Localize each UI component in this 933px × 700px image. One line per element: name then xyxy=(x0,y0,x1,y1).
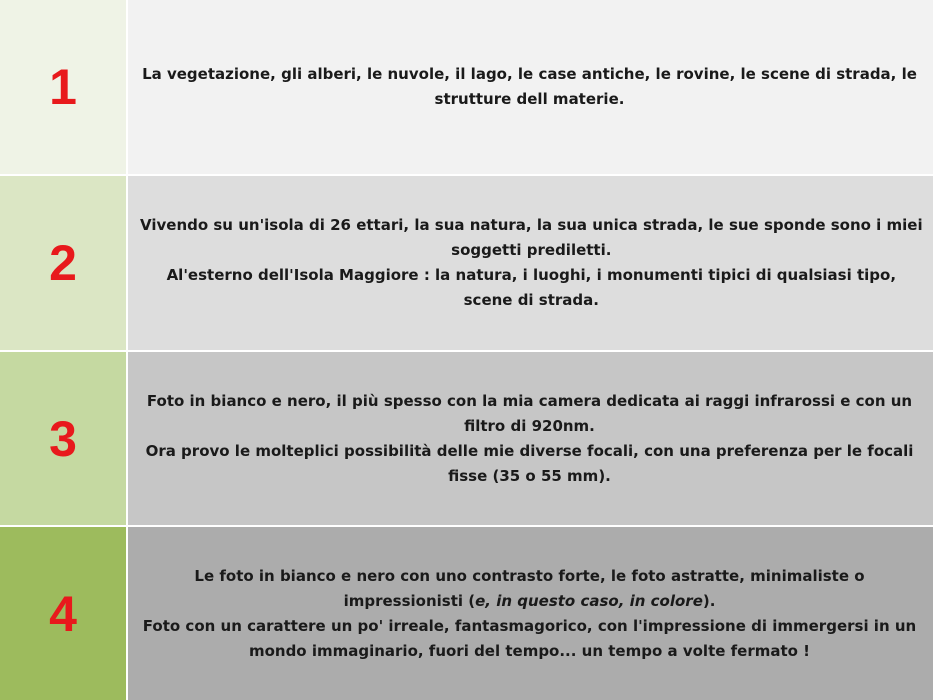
text-cell-2 xyxy=(128,176,933,350)
row-number-3: 3 xyxy=(49,410,77,467)
number-cell-2 xyxy=(0,176,128,350)
text-cell-1 xyxy=(128,0,933,174)
row-4-line-3: Foto con un carattere un po' irreale, fantasmagorico, con l'impressione di immergersi in un xyxy=(142,616,917,635)
row-2-line-4: scene di strada. xyxy=(463,291,599,309)
text-cell-4 xyxy=(128,527,933,700)
row-4-line-2 xyxy=(344,589,716,614)
row-number-2: 2 xyxy=(49,235,77,291)
row-1-line-2: strutture dell materie. xyxy=(434,90,625,108)
row-1-line-1: La vegetazione, gli alberi, le nuvole, il lago, le case antiche, le rovine, le scene di strada, le xyxy=(142,65,917,83)
row-number-4: 4 xyxy=(49,585,77,642)
number-cell-1 xyxy=(0,0,128,174)
row-3-line-4: fisse (35 o 55 mm). xyxy=(448,466,611,485)
row-2-line-3: Al'esterno dell'Isola Maggiore : la natura, i luoghi, i monumenti tipici di qualsiasi tipo, xyxy=(166,266,897,284)
list-row-2 xyxy=(0,176,933,350)
number-cell-3 xyxy=(0,352,128,525)
row-number-1: 1 xyxy=(49,59,77,115)
list-row-3 xyxy=(0,352,933,525)
row-3-line-2: filtro di 920nm. xyxy=(464,416,595,435)
row-4-line-1: Le foto in bianco e nero con uno contrasto forte, le foto astratte, minimaliste o xyxy=(194,566,865,585)
row-2-line-2: soggetti prediletti. xyxy=(451,241,612,259)
list-row-4 xyxy=(0,527,933,700)
text-cell-3 xyxy=(128,352,933,525)
row-3-line-3: Ora provo le molteplici possibilità delle mie diverse focali, con una preferenza per le focali xyxy=(145,441,914,460)
row-2-line-1: Vivendo su un'isola di 26 ettari, la sua natura, la sua unica strada, le sue sponde sono i miei xyxy=(140,216,923,234)
row-4-line-2-after: ). xyxy=(702,591,716,610)
row-4-line-2-italic: e, in questo caso, in colore xyxy=(475,591,703,610)
row-4-line-2-before: impressionisti ( xyxy=(343,591,476,610)
row-4-line-4: mondo immaginario, fuori del tempo... un tempo a volte fermato ! xyxy=(248,641,811,660)
row-3-line-1: Foto in bianco e nero, il più spesso con la mia camera dedicata ai raggi infrarossi e con un xyxy=(146,391,913,410)
list-row-1 xyxy=(0,0,933,174)
number-cell-4 xyxy=(0,527,128,700)
